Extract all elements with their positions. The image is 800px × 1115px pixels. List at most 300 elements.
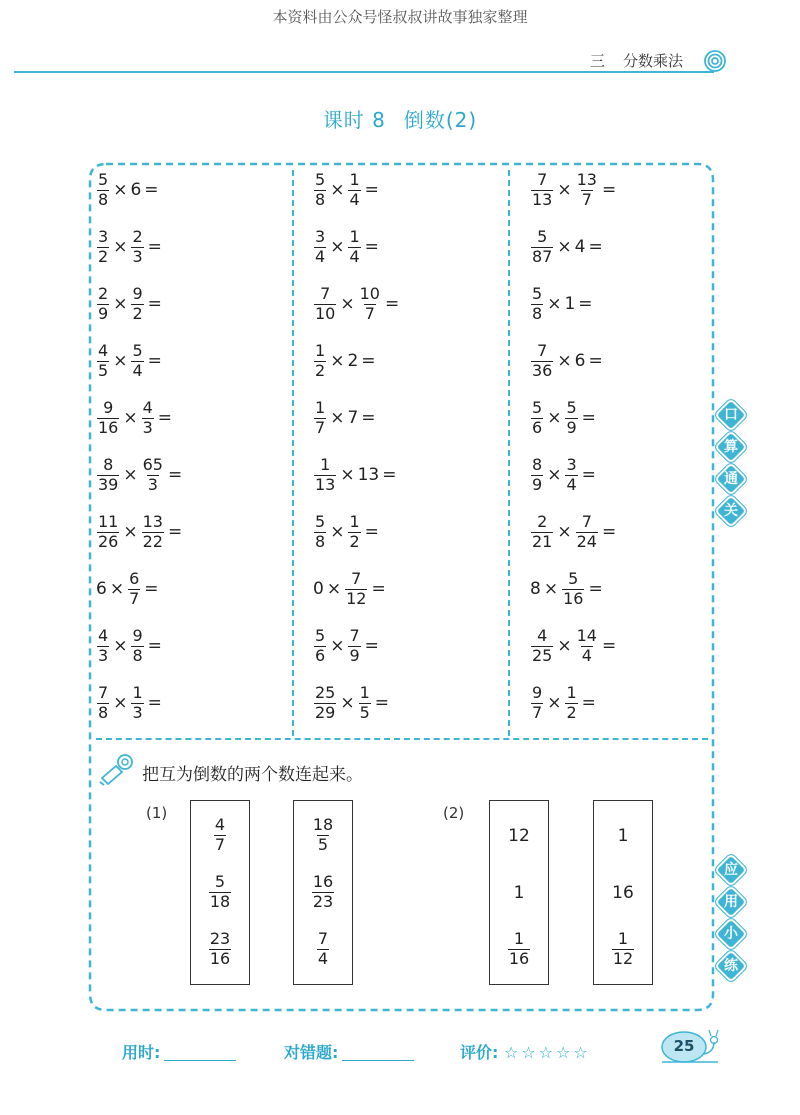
page-number-badge <box>658 1028 722 1064</box>
fraction <box>142 454 164 494</box>
times-sign: × <box>113 237 128 257</box>
equals-sign: = <box>601 636 617 656</box>
spiral-icon <box>704 50 726 72</box>
fraction-numerator: 1 <box>513 928 525 948</box>
column-divider-1 <box>292 170 294 736</box>
badge-character: 通 <box>724 471 738 487</box>
fraction-numerator: 1 <box>566 682 577 702</box>
fraction-numerator: 2 <box>132 226 143 246</box>
fraction <box>531 283 543 323</box>
fraction <box>348 625 360 665</box>
fraction-numerator: 6 <box>129 568 140 588</box>
whole-number: 1 <box>564 294 576 314</box>
multiplication-exercise <box>313 624 382 668</box>
fraction-denominator: 5 <box>98 360 109 380</box>
fraction-denominator: 3 <box>132 246 143 266</box>
fraction-denominator: 24 <box>576 531 597 551</box>
fraction-denominator: 3 <box>98 645 109 665</box>
fraction-numerator: 7 <box>349 625 360 645</box>
fraction-denominator: 9 <box>566 417 577 437</box>
fraction <box>142 511 164 551</box>
fraction <box>348 169 360 209</box>
fraction <box>508 928 530 968</box>
times-sign: × <box>547 408 562 428</box>
times-sign: × <box>557 522 572 542</box>
fraction-numerator: 25 <box>315 682 336 702</box>
fraction-denominator: 4 <box>566 474 577 494</box>
fraction-numerator: 5 <box>566 397 577 417</box>
fraction-numerator: 9 <box>103 397 114 417</box>
times-sign: × <box>113 180 128 200</box>
multiplication-exercise <box>530 567 606 611</box>
errors-blank <box>342 1046 414 1061</box>
multiplication-exercise <box>96 681 165 725</box>
times-sign: × <box>547 465 562 485</box>
fraction <box>314 625 326 665</box>
whole-number: 0 <box>313 579 324 599</box>
fraction-denominator: 7 <box>214 835 226 855</box>
match-item <box>508 814 530 858</box>
fraction-numerator: 13 <box>142 511 163 531</box>
multiplication-exercise <box>530 396 599 440</box>
fraction-numerator: 7 <box>537 169 548 189</box>
equals-sign: = <box>374 693 390 713</box>
top-note: 本资料由公众号怪叔叔讲故事独家整理 <box>272 8 528 26</box>
match-item <box>514 871 525 915</box>
fraction-numerator: 1 <box>320 454 331 474</box>
fraction-denominator: 21 <box>532 531 553 551</box>
match-item <box>507 927 531 971</box>
fraction <box>314 169 326 209</box>
fraction-numerator: 5 <box>537 226 548 246</box>
times-sign: × <box>330 180 345 200</box>
fraction-numerator: 3 <box>566 454 577 474</box>
fraction-denominator: 8 <box>315 531 326 551</box>
fraction <box>131 682 143 722</box>
times-sign: × <box>113 636 128 656</box>
fraction <box>314 682 336 722</box>
multiplication-exercise <box>530 453 599 497</box>
fraction-denominator: 7 <box>532 702 543 722</box>
fraction-numerator: 5 <box>214 872 226 892</box>
equals-sign: = <box>147 351 162 371</box>
times-sign: × <box>123 522 138 542</box>
match-item <box>208 871 232 915</box>
fraction-numerator: 7 <box>320 283 331 303</box>
fraction <box>312 874 334 911</box>
fraction <box>531 169 553 209</box>
chapter-number: 三 <box>590 52 606 70</box>
fraction-numerator: 7 <box>581 511 592 531</box>
fraction-numerator: 1 <box>132 682 143 702</box>
page-number: 25 <box>673 1037 695 1055</box>
fraction <box>345 568 367 608</box>
fraction <box>97 454 119 494</box>
fraction <box>531 226 553 266</box>
equals-sign: = <box>144 180 159 200</box>
fraction <box>531 397 543 437</box>
equals-sign: = <box>581 465 596 485</box>
fraction-numerator: 1 <box>359 682 370 702</box>
times-sign: × <box>547 693 562 713</box>
fraction-denominator: 16 <box>209 948 231 968</box>
multiplication-exercise <box>313 681 392 725</box>
equals-sign: = <box>581 693 596 713</box>
multiplication-exercise <box>530 681 599 725</box>
badge-character: 关 <box>724 503 738 519</box>
side-tab-badge <box>719 435 745 461</box>
multiplication-exercise <box>530 282 596 326</box>
fraction-denominator: 5 <box>317 835 329 855</box>
whole-number: 7 <box>347 408 359 428</box>
times-sign: × <box>543 579 559 599</box>
side-tab-badge <box>719 499 745 525</box>
fraction <box>312 817 334 854</box>
fraction <box>97 625 109 665</box>
fraction-numerator: 13 <box>576 169 597 189</box>
fraction-denominator: 6 <box>315 645 326 665</box>
fraction-denominator: 2 <box>98 246 109 266</box>
fraction <box>131 283 143 323</box>
side-tab-badge <box>719 467 745 493</box>
fraction-denominator: 4 <box>581 645 592 665</box>
match-box-part2-right <box>593 800 653 985</box>
fraction-numerator: 4 <box>537 625 548 645</box>
fraction <box>128 568 140 608</box>
match-item <box>316 927 330 971</box>
fraction-numerator: 3 <box>315 226 326 246</box>
chapter-heading <box>590 50 683 71</box>
fraction <box>317 928 329 968</box>
fraction-denominator: 4 <box>132 360 143 380</box>
fraction-denominator: 4 <box>317 948 329 968</box>
equals-sign: = <box>588 237 603 257</box>
fraction-denominator: 12 <box>346 588 367 608</box>
lesson-title <box>0 104 800 133</box>
badge-character: 小 <box>724 926 738 942</box>
equals-sign: = <box>167 465 183 485</box>
multiplication-exercise <box>96 168 162 212</box>
fraction <box>576 625 598 665</box>
times-sign: × <box>547 294 562 314</box>
multiplication-exercise <box>313 339 379 383</box>
fraction <box>97 283 109 323</box>
equals-sign: = <box>601 522 617 542</box>
whole-number: 1 <box>513 882 525 903</box>
fraction-denominator: 8 <box>132 645 143 665</box>
fraction <box>97 511 119 551</box>
fraction <box>531 511 553 551</box>
fraction <box>97 397 119 437</box>
match-item <box>213 814 227 858</box>
fraction-denominator: 16 <box>563 588 584 608</box>
fraction-numerator: 1 <box>315 397 326 417</box>
equals-sign: = <box>601 180 617 200</box>
fraction <box>314 340 326 380</box>
fraction <box>576 169 598 209</box>
badge-character: 算 <box>724 439 738 455</box>
equals-sign: = <box>578 294 593 314</box>
fraction-numerator: 5 <box>315 169 326 189</box>
match-box-part1-right <box>293 800 353 985</box>
fraction-numerator: 1 <box>617 928 629 948</box>
fraction-numerator: 4 <box>142 397 153 417</box>
fraction-denominator: 29 <box>315 702 336 722</box>
match-item <box>611 927 635 971</box>
fraction <box>209 928 231 968</box>
equals-sign: = <box>588 579 603 599</box>
errors-field <box>284 1040 414 1063</box>
whole-number: 12 <box>508 825 530 846</box>
equals-sign: = <box>382 465 397 485</box>
fraction <box>131 340 143 380</box>
whole-number: 13 <box>357 465 380 485</box>
fraction-numerator: 65 <box>142 454 163 474</box>
telescope-icon <box>98 752 136 786</box>
fraction-denominator: 8 <box>315 189 326 209</box>
fraction-numerator: 1 <box>349 226 360 246</box>
times-sign: × <box>340 465 355 485</box>
equals-sign: = <box>147 237 162 257</box>
fraction-numerator: 7 <box>317 928 329 948</box>
times-sign: × <box>330 237 345 257</box>
times-sign: × <box>557 636 572 656</box>
multiplication-exercise <box>313 396 379 440</box>
lesson-name: 倒数(2) <box>403 108 478 132</box>
fraction-numerator: 1 <box>349 511 360 531</box>
multiplication-exercise <box>96 396 175 440</box>
equals-sign: = <box>581 408 596 428</box>
fraction-denominator: 4 <box>349 246 360 266</box>
rating-label: 评价: <box>460 1043 499 1062</box>
part-1-label: (1) <box>146 804 168 822</box>
fraction <box>359 283 381 323</box>
fraction-denominator: 9 <box>349 645 360 665</box>
whole-number: 6 <box>130 180 142 200</box>
fraction-denominator: 3 <box>142 417 153 437</box>
multiplication-exercise <box>96 624 165 668</box>
multiplication-exercise <box>530 510 619 554</box>
side-tab-badge <box>719 954 745 980</box>
fraction-numerator: 5 <box>132 340 143 360</box>
badge-character: 用 <box>724 894 738 910</box>
multiplication-exercise <box>96 453 185 497</box>
header-rule <box>14 71 714 73</box>
times-sign: × <box>330 351 345 371</box>
fraction-denominator: 2 <box>315 360 326 380</box>
fraction-numerator: 4 <box>98 340 109 360</box>
section-divider <box>96 738 708 740</box>
equals-sign: = <box>144 579 159 599</box>
times-sign: × <box>340 294 355 314</box>
fraction-numerator: 2 <box>537 511 548 531</box>
fraction <box>531 682 543 722</box>
fraction <box>531 454 543 494</box>
multiplication-exercise <box>530 624 619 668</box>
fraction-denominator: 25 <box>532 645 553 665</box>
fraction-numerator: 9 <box>132 625 143 645</box>
time-label: 用时: <box>122 1043 161 1062</box>
times-sign: × <box>109 579 125 599</box>
whole-number: 4 <box>574 237 586 257</box>
fraction-denominator: 2 <box>566 702 577 722</box>
fraction-numerator: 16 <box>312 872 334 892</box>
fraction-denominator: 8 <box>98 702 109 722</box>
fraction-denominator: 18 <box>209 892 231 911</box>
times-sign: × <box>113 693 128 713</box>
match-box-part2-left <box>489 800 549 985</box>
fraction <box>97 682 109 722</box>
fraction-numerator: 8 <box>532 454 543 474</box>
rating-field <box>460 1040 591 1063</box>
fraction-denominator: 7 <box>364 303 375 323</box>
fraction-denominator: 4 <box>349 189 360 209</box>
errors-label: 对错题: <box>284 1043 339 1062</box>
fraction-denominator: 26 <box>98 531 119 551</box>
fraction <box>314 283 336 323</box>
fraction <box>565 397 577 437</box>
whole-number: 1 <box>617 825 629 846</box>
fraction-numerator: 4 <box>98 625 109 645</box>
multiplication-exercise <box>313 225 382 269</box>
fraction <box>97 169 109 209</box>
badge-character: 口 <box>724 407 738 423</box>
fraction-denominator: 23 <box>312 892 334 911</box>
side-tab-badge <box>719 922 745 948</box>
whole-number: 6 <box>96 579 107 599</box>
match-item <box>612 871 634 915</box>
fraction-denominator: 5 <box>359 702 370 722</box>
time-blank <box>164 1046 236 1061</box>
equals-sign: = <box>364 522 379 542</box>
badge-character: 练 <box>724 958 738 974</box>
equals-sign: = <box>371 579 386 599</box>
multiplication-exercise <box>96 225 165 269</box>
times-sign: × <box>557 180 572 200</box>
multiplication-exercise <box>96 567 162 611</box>
fraction-numerator: 5 <box>315 511 326 531</box>
fraction-numerator: 7 <box>351 568 362 588</box>
side-tab-badge <box>719 890 745 916</box>
fraction-denominator: 16 <box>98 417 119 437</box>
fraction-numerator: 18 <box>312 815 334 835</box>
fraction-denominator: 22 <box>142 531 163 551</box>
fraction-denominator: 8 <box>532 303 543 323</box>
fraction-numerator: 8 <box>103 454 114 474</box>
fraction <box>359 682 371 722</box>
multiplication-exercise <box>313 168 382 212</box>
times-sign: × <box>123 408 138 428</box>
equals-sign: = <box>588 351 603 371</box>
fraction-numerator: 7 <box>98 682 109 702</box>
fraction <box>565 454 577 494</box>
times-sign: × <box>557 351 572 371</box>
multiplication-exercise <box>313 510 382 554</box>
multiplication-exercise <box>530 168 619 212</box>
multiplication-exercise <box>96 339 165 383</box>
times-sign: × <box>113 351 128 371</box>
fraction-numerator: 23 <box>209 928 231 948</box>
fraction <box>131 226 143 266</box>
equals-sign: = <box>157 408 173 428</box>
multiplication-exercise <box>96 510 185 554</box>
rating-stars: ☆☆☆☆☆ <box>503 1043 591 1062</box>
fraction <box>576 511 598 551</box>
fraction-denominator: 4 <box>315 246 326 266</box>
fraction-numerator: 3 <box>98 226 109 246</box>
fraction-denominator: 6 <box>532 417 543 437</box>
fraction-numerator: 5 <box>568 568 579 588</box>
side-tab-badge <box>719 858 745 884</box>
fraction <box>314 397 326 437</box>
match-item <box>618 814 629 858</box>
fraction-numerator: 2 <box>98 283 109 303</box>
time-field <box>122 1040 236 1063</box>
fraction-denominator: 36 <box>532 360 553 380</box>
equals-sign: = <box>147 693 162 713</box>
fraction <box>531 340 553 380</box>
fraction-denominator: 7 <box>315 417 326 437</box>
match-item <box>311 871 335 915</box>
multiplication-exercise <box>313 567 389 611</box>
fraction <box>131 625 143 665</box>
fraction-denominator: 3 <box>132 702 143 722</box>
fraction <box>612 928 634 968</box>
fraction-numerator: 5 <box>532 283 543 303</box>
fraction <box>97 226 109 266</box>
fraction <box>314 226 326 266</box>
fraction-denominator: 16 <box>508 948 530 968</box>
chapter-title: 分数乘法 <box>623 52 684 70</box>
times-sign: × <box>113 294 128 314</box>
multiplication-exercise <box>96 282 165 326</box>
fraction-denominator: 9 <box>532 474 543 494</box>
fraction-denominator: 13 <box>315 474 336 494</box>
match-item <box>208 927 232 971</box>
fraction <box>348 511 360 551</box>
fraction-numerator: 5 <box>315 625 326 645</box>
fraction-numerator: 1 <box>315 340 326 360</box>
equals-sign: = <box>364 237 379 257</box>
fraction <box>142 397 154 437</box>
whole-number: 8 <box>530 579 541 599</box>
fraction-denominator: 87 <box>532 246 553 266</box>
matching-instruction: 把互为倒数的两个数连起来。 <box>142 765 363 785</box>
times-sign: × <box>123 465 138 485</box>
fraction <box>562 568 584 608</box>
times-sign: × <box>330 522 345 542</box>
side-tab-badge <box>719 403 745 429</box>
whole-number: 16 <box>612 882 634 903</box>
fraction <box>565 682 577 722</box>
badge-character: 应 <box>724 862 738 878</box>
fraction <box>209 874 231 911</box>
fraction-denominator: 2 <box>349 531 360 551</box>
equals-sign: = <box>147 294 162 314</box>
fraction-numerator: 10 <box>359 283 380 303</box>
fraction <box>348 226 360 266</box>
equals-sign: = <box>167 522 183 542</box>
times-sign: × <box>326 579 342 599</box>
fraction <box>97 340 109 380</box>
multiplication-exercise <box>530 225 606 269</box>
fraction-denominator: 3 <box>147 474 158 494</box>
match-item <box>311 814 335 858</box>
lesson-label: 课时 8 <box>322 108 386 132</box>
fraction-numerator: 9 <box>132 283 143 303</box>
fraction-denominator: 12 <box>612 948 634 968</box>
part-2-label: (2) <box>443 804 465 822</box>
